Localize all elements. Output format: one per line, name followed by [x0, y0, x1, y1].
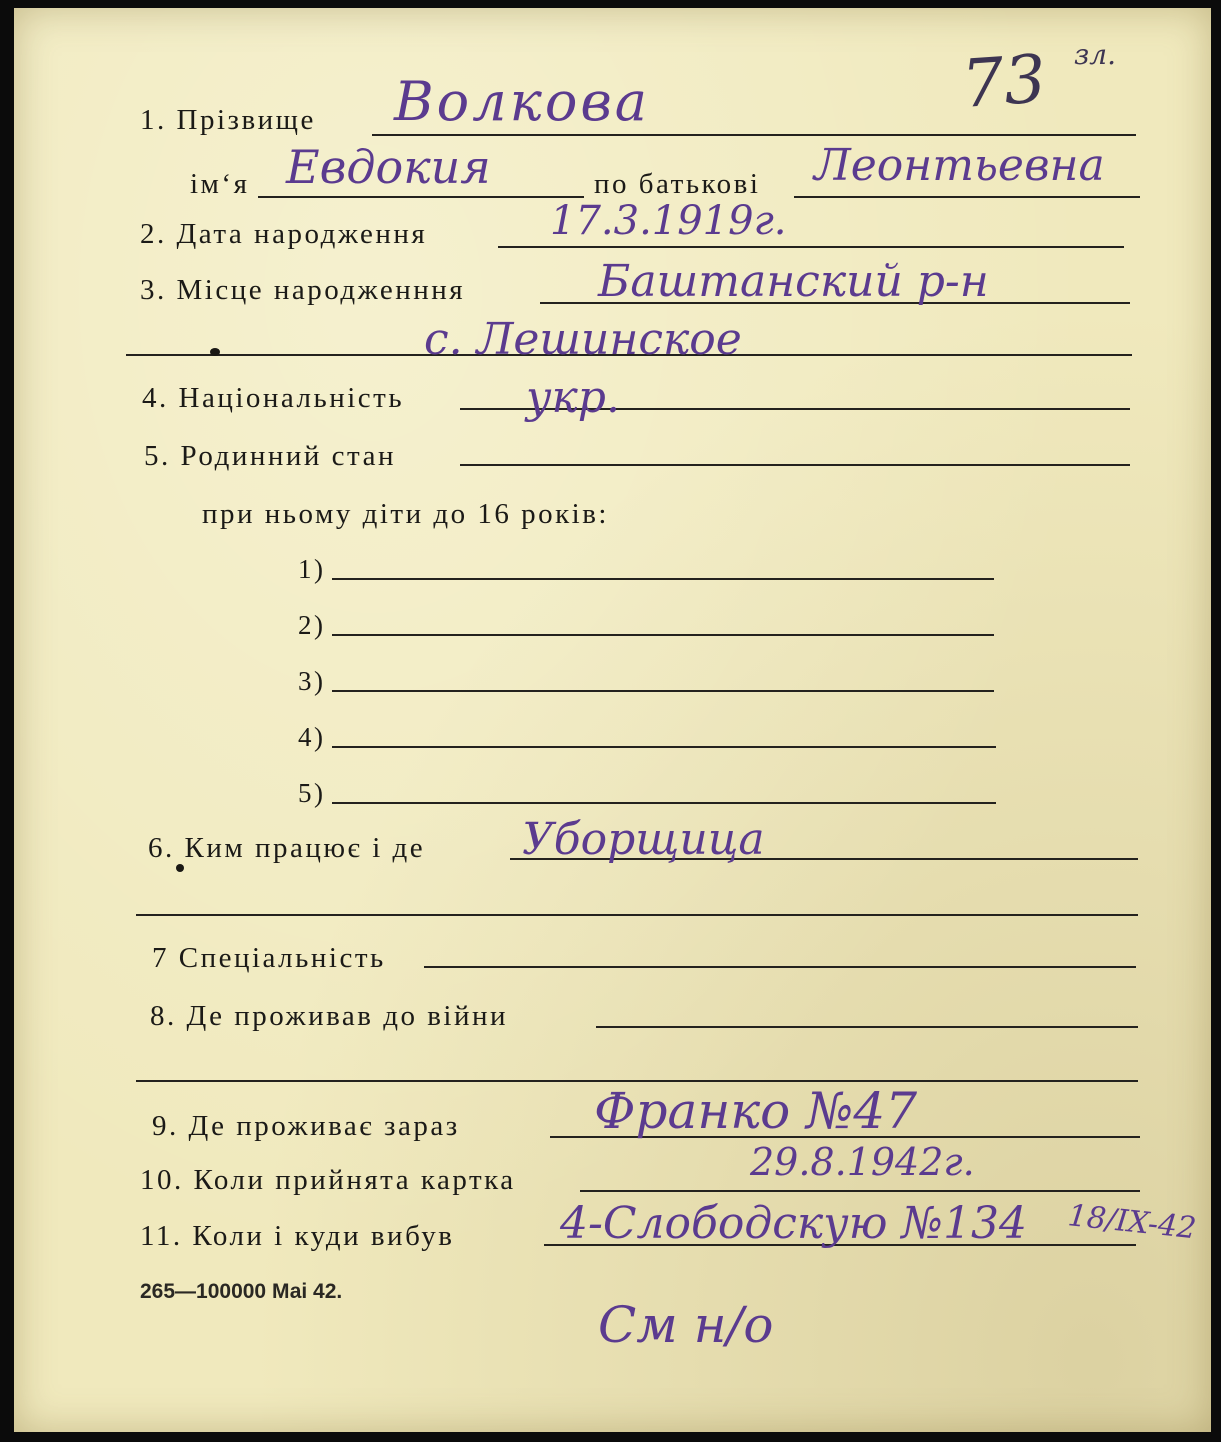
work-line-2	[136, 914, 1138, 916]
current-residence-label: 9. Де проживає зараз	[152, 1110, 460, 1142]
prewar-residence-line	[596, 1026, 1138, 1028]
birth-place-value-1: Баштанский р-н	[598, 256, 989, 307]
speciality-label: 7 Спеціальність	[152, 942, 386, 974]
work-value: Уборщица	[522, 814, 765, 865]
card-date-label: 10. Коли прийнята картка	[140, 1164, 516, 1196]
first-name-value: Евдокия	[286, 140, 491, 194]
child-number-4: 4)	[298, 722, 326, 752]
sheet-number: 73	[959, 40, 1049, 123]
birth-place-value-2: с. Лешинское	[424, 314, 742, 365]
child-line-1	[332, 578, 994, 580]
nationality-label: 4. Національність	[142, 382, 405, 414]
child-line-4	[332, 746, 996, 748]
departure-value: 4-Слободскую №134	[560, 1198, 1028, 1249]
print-code: 265—100000 Маі 42.	[140, 1280, 343, 1303]
child-number-1: 1)	[298, 554, 326, 584]
ink-blot-2	[176, 864, 184, 872]
current-residence-value: Франко №47	[594, 1082, 918, 1140]
child-number-2: 2)	[298, 610, 326, 640]
patronymic-line	[794, 196, 1140, 198]
first-name-label: ім‘я	[190, 168, 250, 200]
children-label: при ньому діти до 16 років:	[202, 498, 609, 530]
child-line-2	[332, 634, 994, 636]
child-number-3: 3)	[298, 666, 326, 696]
nationality-value: укр.	[526, 372, 620, 423]
speciality-line	[424, 966, 1136, 968]
card-date-line	[580, 1190, 1140, 1192]
surname-value: Волкова	[394, 70, 650, 133]
family-status-line	[460, 464, 1130, 466]
card-date-value: 29.8.1942г.	[750, 1140, 975, 1184]
first-name-line	[258, 196, 584, 198]
family-status-label: 5. Родинний стан	[144, 440, 396, 472]
patronymic-label: по батькові	[594, 168, 761, 200]
bottom-note: См н/о	[598, 1296, 774, 1354]
departure-date-value: 18/IX-42	[1066, 1198, 1198, 1247]
birth-date-label: 2. Дата народження	[140, 218, 428, 250]
birth-date-value: 17.3.1919г.	[550, 198, 787, 244]
departure-label: 11. Коли і куди вибув	[140, 1220, 455, 1252]
child-number-5: 5)	[298, 778, 326, 808]
prewar-residence-label: 8. Де проживав до війни	[150, 1000, 509, 1032]
patronymic-value: Леонтьевна	[814, 140, 1105, 191]
birth-place-label: 3. Місце народженння	[140, 274, 466, 306]
surname-label: 1. Прізвище	[140, 104, 316, 136]
work-label: 6. Ким працює і де	[148, 832, 426, 864]
ink-blot	[210, 348, 220, 356]
registration-card	[14, 8, 1211, 1432]
child-line-3	[332, 690, 994, 692]
birth-date-line	[498, 246, 1124, 248]
sheet-number-suffix: зл.	[1074, 38, 1116, 71]
child-line-5	[332, 802, 996, 804]
surname-line	[372, 134, 1136, 136]
